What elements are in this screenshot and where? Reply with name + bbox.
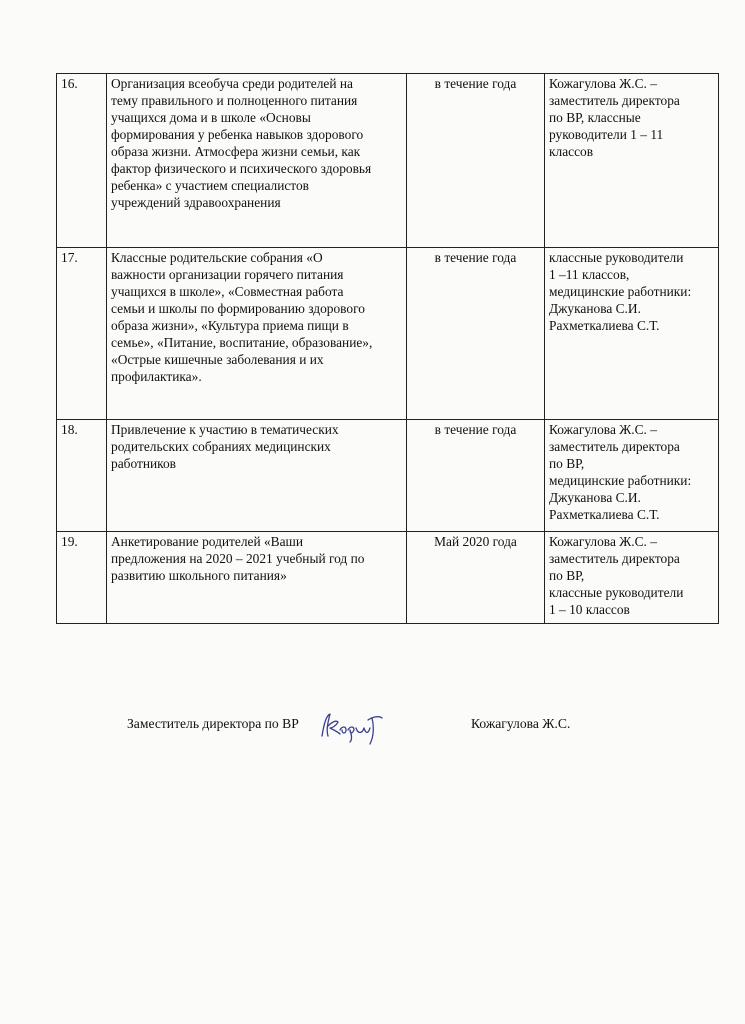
term-cell: Май 2020 года <box>407 532 545 624</box>
activity-plan-table <box>56 73 719 624</box>
term-cell: в течение года <box>407 74 545 248</box>
responsible-cell: Кожагулова Ж.С. – заместитель директора по ВР, классные руководители 1 – 10 классов <box>545 532 719 624</box>
activity-cell: Классные родительские собрания «О важности организации горячего питания учащихся в школе», «Совместная работа семьи и школы по формированию здорового образа жизни», «Культура приема пищи в семье», «Питание, воспитание, образование», «Острые кишечные заболевания и их профилактика». <box>107 248 407 420</box>
responsible-cell: Кожагулова Ж.С. – заместитель директора по ВР, медицинские работники: Джуканова С.И. Рахметкалиева С.Т. <box>545 420 719 532</box>
table-row <box>57 248 719 420</box>
signature-block <box>0 706 745 746</box>
table-row <box>57 74 719 248</box>
table-row <box>57 532 719 624</box>
signatory-name: Кожагулова Ж.С. <box>471 716 571 731</box>
activity-cell: Привлечение к участию в тематических родительских собраниях медицинских работников <box>107 420 407 532</box>
row-number: 17. <box>57 248 107 420</box>
row-number: 16. <box>57 74 107 248</box>
handwritten-signature <box>316 706 386 746</box>
row-number: 19. <box>57 532 107 624</box>
row-number: 18. <box>57 420 107 532</box>
signatory-title: Заместитель директора по ВР <box>127 716 299 731</box>
term-cell: в течение года <box>407 248 545 420</box>
term-cell: в течение года <box>407 420 545 532</box>
responsible-cell: Кожагулова Ж.С. – заместитель директора по ВР, классные руководители 1 – 11 классов <box>545 74 719 248</box>
activity-cell: Анкетирование родителей «Ваши предложения на 2020 – 2021 учебный год по развитию школьного питания» <box>107 532 407 624</box>
activity-cell: Организация всеобуча среди родителей на тему правильного и полноценного питания учащихся дома и в школе «Основы формирования у ребенка навыков здорового образа жизни. Атмосфера жизни семьи, как фактор физического и психического здоровья ребенка» с участием специалистов учреждений здравоохранения <box>107 74 407 248</box>
table-row <box>57 420 719 532</box>
responsible-cell: классные руководители 1 –11 классов, медицинские работники: Джуканова С.И. Рахметкалиева С.Т. <box>545 248 719 420</box>
